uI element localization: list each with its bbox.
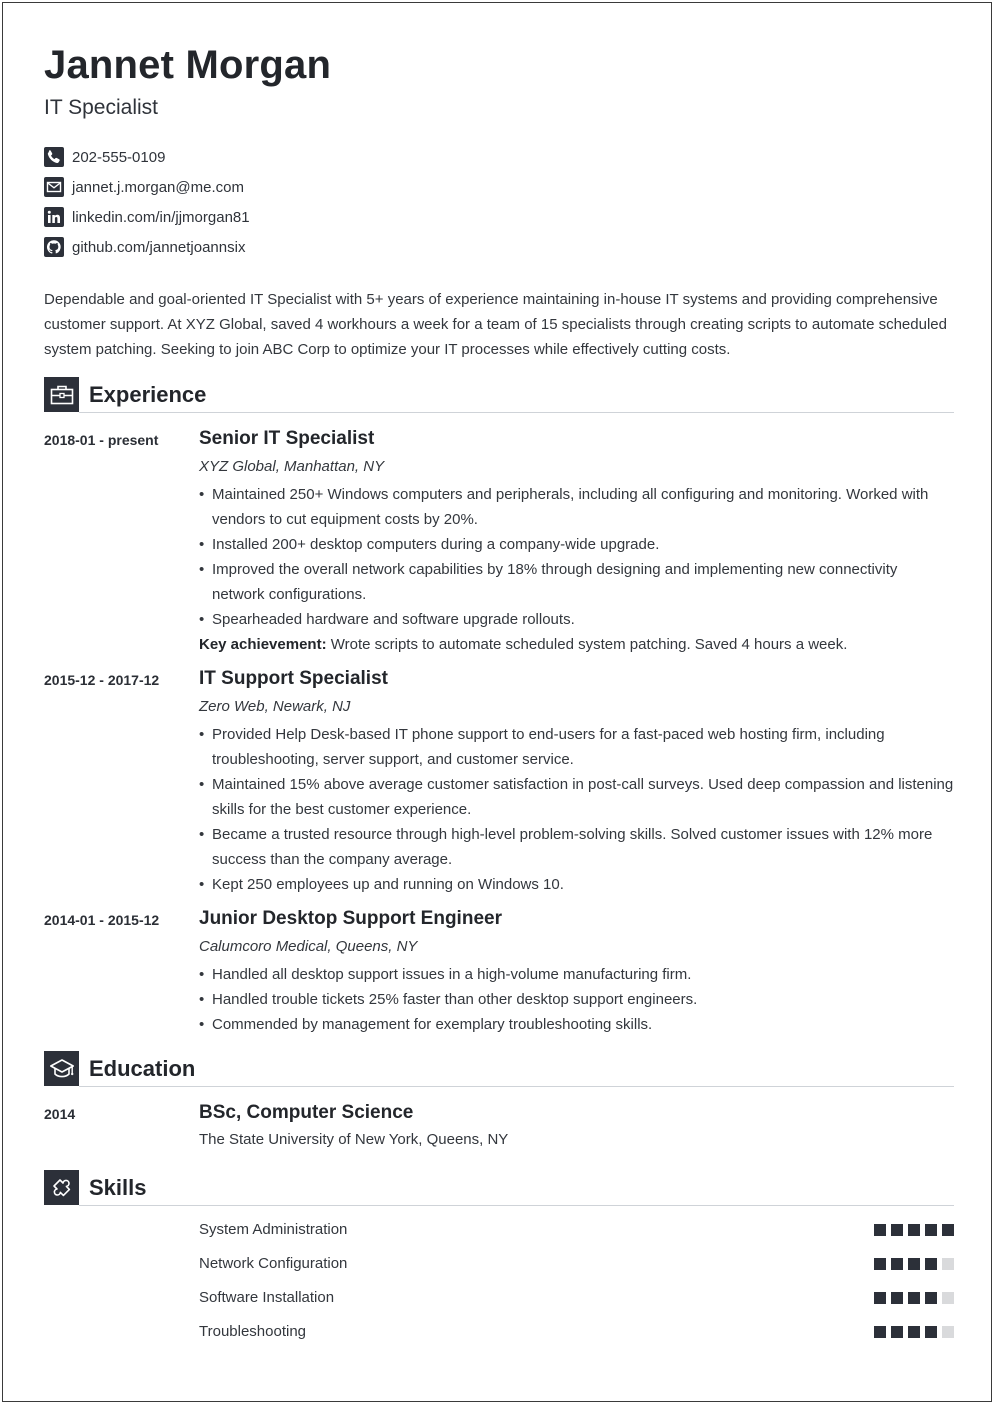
contact-email-text: jannet.j.morgan@me.com bbox=[72, 178, 244, 196]
job-bullet: • Became a trusted resource through high-level problem-solving skills. Solved customer issues with 12% more success than the company average. bbox=[199, 822, 954, 872]
experience-section-header bbox=[44, 377, 954, 413]
rating-square-filled bbox=[942, 1224, 954, 1236]
job-details bbox=[199, 908, 954, 1037]
rating-square-filled bbox=[908, 1224, 920, 1236]
job-bullets bbox=[199, 482, 954, 632]
resume-page bbox=[2, 2, 992, 1402]
rating-square-filled bbox=[874, 1292, 886, 1304]
skill-rating bbox=[869, 1224, 954, 1236]
rating-square-filled bbox=[891, 1224, 903, 1236]
job-title: Junior Desktop Support Engineer bbox=[199, 908, 502, 929]
contact-github bbox=[44, 232, 250, 262]
contact-email bbox=[44, 172, 250, 202]
contact-github-text: github.com/jannetjoannsix bbox=[72, 238, 246, 256]
briefcase-icon bbox=[44, 377, 79, 412]
contact-linkedin-text: linkedin.com/in/jjmorgan81 bbox=[72, 208, 250, 226]
graduation-cap-icon bbox=[44, 1051, 79, 1086]
contact-linkedin bbox=[44, 202, 250, 232]
rating-square-filled bbox=[908, 1258, 920, 1270]
education-details bbox=[199, 1102, 508, 1148]
skill-rating bbox=[869, 1258, 954, 1270]
education-year: 2014 bbox=[44, 1106, 76, 1122]
contact-phone bbox=[44, 142, 250, 172]
key-achievement-text: Wrote scripts to automate scheduled system patching. Saved 4 hours a week. bbox=[330, 636, 848, 653]
rating-square-filled bbox=[925, 1224, 937, 1236]
contact-phone-text: 202-555-0109 bbox=[72, 148, 166, 166]
skills-list bbox=[199, 1217, 954, 1353]
job-bullet: • Maintained 250+ Windows computers and peripherals, including all configuring and monitoring. Worked with vendors to cut equipment costs by 20%. bbox=[199, 482, 954, 532]
job-bullet: • Kept 250 employees up and running on Windows 10. bbox=[199, 872, 954, 897]
rating-square-filled bbox=[891, 1326, 903, 1338]
skill-item bbox=[199, 1285, 954, 1319]
github-icon bbox=[44, 237, 64, 257]
rating-square-filled bbox=[891, 1258, 903, 1270]
education-section-header bbox=[44, 1051, 954, 1087]
section-divider bbox=[79, 412, 954, 413]
education-degree: BSc, Computer Science bbox=[199, 1102, 414, 1123]
rating-square-empty bbox=[942, 1326, 954, 1338]
contact-list bbox=[44, 142, 250, 262]
experience-title: Experience bbox=[89, 382, 207, 407]
job-company: XYZ Global, Manhattan, NY bbox=[199, 458, 385, 475]
skill-rating bbox=[869, 1292, 954, 1304]
job-bullet: • Improved the overall network capabilities by 18% through designing and implementing new connectivity network configurations. bbox=[199, 557, 954, 607]
skill-name: System Administration bbox=[199, 1221, 348, 1238]
job-title: IT Support Specialist bbox=[199, 668, 388, 689]
rating-square-filled bbox=[925, 1292, 937, 1304]
key-achievement bbox=[199, 632, 954, 657]
job-bullet: • Handled trouble tickets 25% faster than other desktop support engineers. bbox=[199, 987, 954, 1012]
skills-title: Skills bbox=[89, 1175, 147, 1200]
job-title: Senior IT Specialist bbox=[199, 428, 375, 449]
job-bullets bbox=[199, 722, 954, 897]
phone-icon bbox=[44, 147, 64, 167]
rating-square-filled bbox=[874, 1224, 886, 1236]
job-details bbox=[199, 428, 954, 657]
linkedin-icon bbox=[44, 207, 64, 227]
job-details bbox=[199, 668, 954, 897]
job-company: Zero Web, Newark, NJ bbox=[199, 698, 351, 715]
rating-square-filled bbox=[908, 1292, 920, 1304]
candidate-name: Jannet Morgan bbox=[44, 43, 332, 87]
job-bullet: • Commended by management for exemplary troubleshooting skills. bbox=[199, 1012, 954, 1037]
puzzle-piece-icon bbox=[44, 1170, 79, 1205]
skill-item bbox=[199, 1251, 954, 1285]
skill-name: Software Installation bbox=[199, 1289, 335, 1306]
rating-square-filled bbox=[908, 1326, 920, 1338]
job-dates: 2015-12 - 2017-12 bbox=[44, 672, 160, 688]
key-achievement-label: Key achievement: bbox=[199, 636, 327, 653]
job-bullet: • Provided Help Desk-based IT phone support to end-users for a fast-paced web hosting firm, including troubleshooting, server support, and customer service. bbox=[199, 722, 954, 772]
skill-name: Troubleshooting bbox=[199, 1323, 307, 1340]
rating-square-filled bbox=[874, 1326, 886, 1338]
job-company: Calumcoro Medical, Queens, NY bbox=[199, 938, 418, 955]
skill-item bbox=[199, 1217, 954, 1251]
rating-square-empty bbox=[942, 1258, 954, 1270]
skill-item bbox=[199, 1319, 954, 1353]
job-bullet: • Handled all desktop support issues in a high-volume manufacturing firm. bbox=[199, 962, 954, 987]
job-bullet: • Spearheaded hardware and software upgrade rollouts. bbox=[199, 607, 954, 632]
job-bullet: • Installed 200+ desktop computers during a company-wide upgrade. bbox=[199, 532, 954, 557]
rating-square-filled bbox=[925, 1326, 937, 1338]
skill-name: Network Configuration bbox=[199, 1255, 348, 1272]
email-icon bbox=[44, 177, 64, 197]
section-divider bbox=[79, 1205, 954, 1206]
job-dates: 2018-01 - present bbox=[44, 432, 159, 448]
education-school: The State University of New York, Queens, NY bbox=[199, 1131, 509, 1148]
rating-square-filled bbox=[925, 1258, 937, 1270]
education-title: Education bbox=[89, 1056, 196, 1081]
section-divider bbox=[79, 1086, 954, 1087]
job-dates: 2014-01 - 2015-12 bbox=[44, 912, 160, 928]
professional-summary: Dependable and goal-oriented IT Specialist with 5+ years of experience maintaining in-house IT systems and providing comprehensive customer support. At XYZ Global, saved 4 workhours a week for a team of 15 specialists through creating scripts to automate scheduled system patching. Seeking to join ABC Corp to optimize your IT processes while effectively cutting costs. bbox=[44, 291, 947, 358]
skill-rating bbox=[869, 1326, 954, 1338]
rating-square-filled bbox=[891, 1292, 903, 1304]
candidate-role: IT Specialist bbox=[44, 96, 158, 119]
job-bullet: • Maintained 15% above average customer satisfaction in post-call surveys. Used deep compassion and listening skills for the best customer experience. bbox=[199, 772, 954, 822]
rating-square-filled bbox=[874, 1258, 886, 1270]
skills-section-header bbox=[44, 1170, 954, 1206]
job-bullets bbox=[199, 962, 954, 1037]
rating-square-empty bbox=[942, 1292, 954, 1304]
